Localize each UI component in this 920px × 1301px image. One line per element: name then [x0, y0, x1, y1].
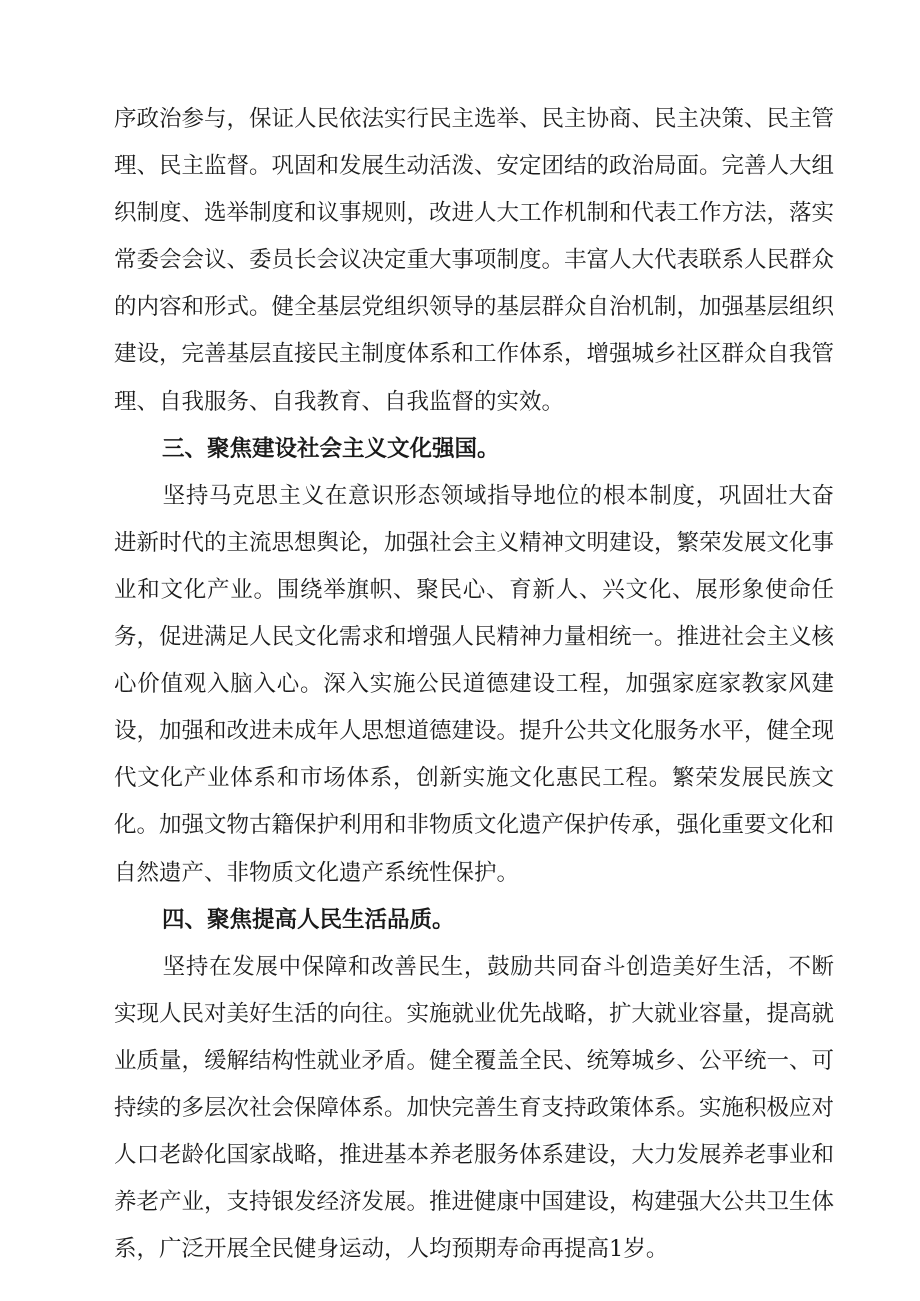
- paragraph-livelihood: [114, 944, 834, 1274]
- paragraph-democracy: [114, 96, 834, 426]
- paragraph-culture: [114, 473, 834, 897]
- section-heading-livelihood: 四、聚焦提高人民生活品质。: [162, 906, 455, 933]
- paragraph-text: 坚持马克思主义在意识形态领域指导地位的根本制度，巩固壮大奋进新时代的主流思想舆论，加强社会主义精神文明建设，繁荣发展文化事业和文化产业。围绕举旗帜、聚民心、育新人、兴文化、展形象使命任务，促进满足人民文化需求和增强人民精神力量相统一。推进社会主义核心价值观入脑入心。深入实施公民道德建设工程，加强家庭家教家风建设，加强和改进未成年人思想道德建设。提升公共文化服务水平，健全现代文化产业体系和市场体系，创新实施文化惠民工程。繁荣发展民族文化。加强文物古籍保护利用和非物质文化遗产保护传承，强化重要文化和自然遗产、非物质文化遗产系统性保护。: [114, 482, 835, 886]
- document-body: [114, 96, 834, 1273]
- section-heading-culture: 三、聚焦建设社会主义文化强国。: [162, 435, 500, 462]
- paragraph-text: 序政治参与，保证人民依法实行民主选举、民主协商、民主决策、民主管理、民主监督。巩固和发展生动活泼、安定团结的政治局面。完善人大组织制度、选举制度和议事规则，改进人大工作机制和代表工作方法，落实常委会会议、委员长会议决定重大事项制度。丰富人大代表联系人民群众的内容和形式。健全基层党组织领导的基层群众自治机制，加强基层组织建设，完善基层直接民主制度体系和工作体系，增强城乡社区群众自我管理、自我服务、自我教育、自我监督的实效。: [114, 106, 835, 415]
- paragraph-text: 坚持在发展中保障和改善民生，鼓励共同奋斗创造美好生活，不断实现人民对美好生活的向往。实施就业优先战略，扩大就业容量，提高就业质量，缓解结构性就业矛盾。健全覆盖全民、统筹城乡、公平统一、可持续的多层次社会保障体系。加快完善生育支持政策体系。实施积极应对人口老龄化国家战略，推进基本养老服务体系建设，大力发展养老事业和养老产业，支持银发经济发展。推进健康中国建设，构建强大公共卫生体系，广泛开展全民健身运动，人均预期寿命再提高1岁。: [114, 953, 835, 1263]
